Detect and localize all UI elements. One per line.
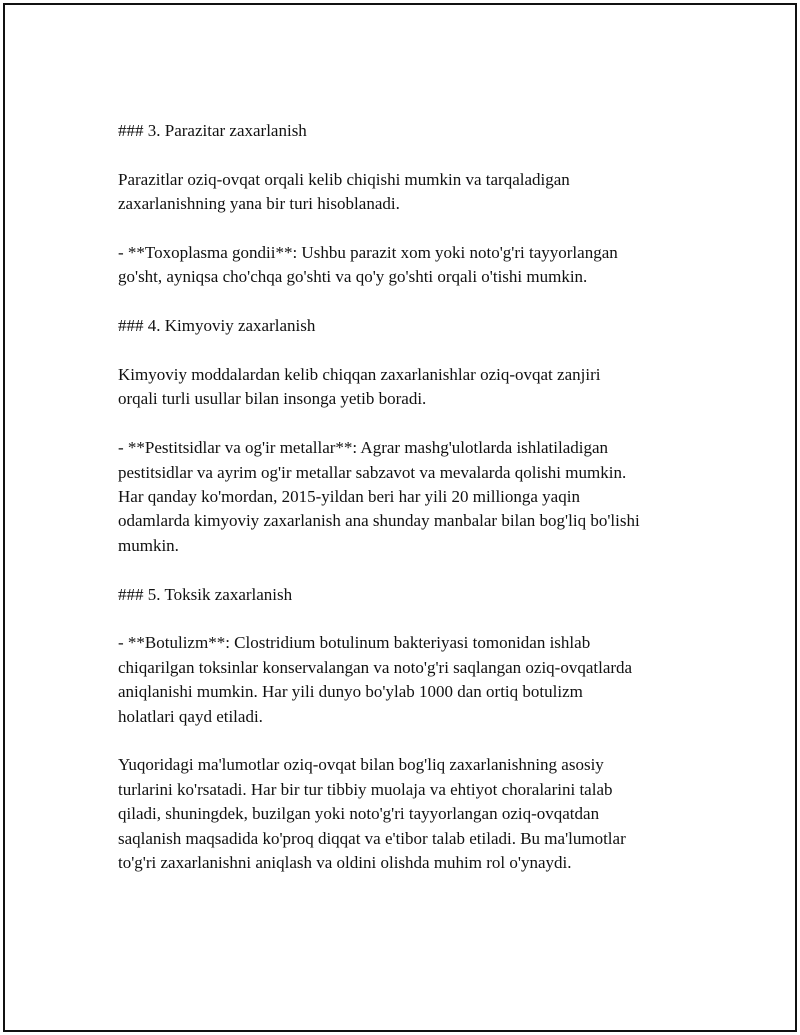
list-item-line: Har qanday ko'mordan, 2015-yildan beri har yili 20 millionga yaqin xyxy=(118,487,580,507)
list-item-line: mumkin. xyxy=(118,535,179,555)
list-item-line: go'sht, ayniqsa cho'chqa go'shti va qo'y go'shti orqali o'tishi mumkin. xyxy=(118,267,588,287)
heading-text: ### 4. Kimyoviy zaxarlanish xyxy=(118,316,316,336)
paragraph-parasitic-intro xyxy=(118,168,698,217)
list-item-line: - **Botulizm**: Clostridium botulinum bakteriyasi tomonidan ishlab xyxy=(118,633,591,653)
paragraph-line: zaxarlanishning yana bir turi hisoblanadi. xyxy=(118,194,400,214)
list-item-line: holatlari qayd etiladi. xyxy=(118,706,263,726)
paragraph-line: saqlanish maqsadida ko'proq diqqat va e'tibor talab etiladi. Bu ma'lumotlar xyxy=(118,828,626,848)
list-item-line: pestitsidlar va ayrim og'ir metallar sabzavot va mevalarda qolishi mumkin. xyxy=(118,462,627,482)
heading-text: ### 5. Toksik zaxarlanish xyxy=(118,584,293,604)
list-item-line: - **Pestitsidlar va og'ir metallar**: Agrar mashg'ulotlarda ishlatiladigan xyxy=(118,438,609,458)
section-heading-parasitic xyxy=(118,119,698,143)
paragraph-line: turlarini ko'rsatadi. Har bir tur tibbiy muolaja va ehtiyot choralarini talab xyxy=(118,779,613,799)
list-item-line: chiqarilgan toksinlar konservalangan va noto'g'ri saqlangan oziq-ovqatlarda xyxy=(118,657,633,677)
paragraph-chemical-intro xyxy=(118,363,698,412)
section-heading-toxic xyxy=(118,583,698,607)
paragraph-line: Parazitlar oziq-ovqat orqali kelib chiqishi mumkin va tarqaladigan xyxy=(118,169,570,189)
paragraph-line: qiladi, shuningdek, buzilgan yoki noto'g'ri tayyorlangan oziq-ovqatdan xyxy=(118,804,600,824)
paragraph-line: orqali turli usullar bilan insonga yetib boradi. xyxy=(118,389,427,409)
paragraph-line: Yuqoridagi ma'lumotlar oziq-ovqat bilan bog'liq zaxarlanishning asosiy xyxy=(118,755,604,775)
paragraph-line: Kimyoviy moddalardan kelib chiqqan zaxarlanishlar oziq-ovqat zanjiri xyxy=(118,365,601,384)
document-body xyxy=(118,119,698,900)
heading-text: ### 3. Parazitar zaxarlanish xyxy=(118,121,307,140)
paragraph-line: to'g'ri zaxarlanishni aniqlash va oldini olishda muhim rol o'ynaydi. xyxy=(118,853,572,873)
list-item-line: - **Toxoplasma gondii**: Ushbu parazit xom yoki noto'g'ri tayyorlangan xyxy=(118,243,618,262)
section-heading-chemical xyxy=(118,314,698,338)
list-item-line: odamlarda kimyoviy zaxarlanish ana shunday manbalar bilan bog'liq bo'lishi xyxy=(118,511,640,531)
list-item-botulism xyxy=(118,631,698,729)
list-item-pesticides xyxy=(118,436,698,558)
list-item-line: aniqlanishi mumkin. Har yili dunyo bo'ylab 1000 dan ortiq botulizm xyxy=(118,682,583,702)
paragraph-conclusion xyxy=(118,753,698,875)
list-item-toxoplasma xyxy=(118,241,698,290)
